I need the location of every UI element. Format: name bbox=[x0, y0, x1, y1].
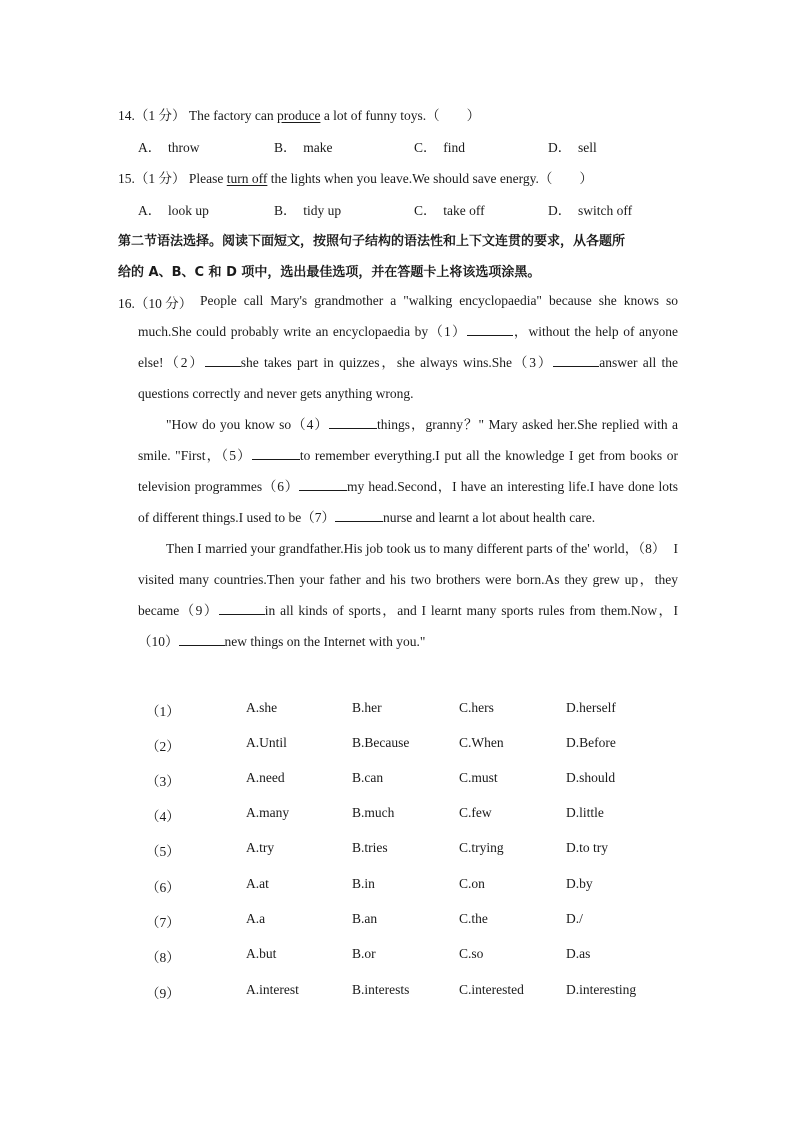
row-number: （3） bbox=[146, 774, 180, 789]
passage-paragraph-3: Then I married your grandfather.His job took us to many different parts of the' world，（8） I visited many countries.Then your father and his two brothers were born.As they grew up，they became（9） in all kinds of sports，and I learnt many sports rules from them.Now，I（10） new things on the Internet with you." bbox=[138, 541, 678, 649]
blank-7[interactable] bbox=[335, 509, 383, 522]
choice-c[interactable]: C.so bbox=[459, 946, 484, 961]
row-number: （9） bbox=[146, 986, 180, 1001]
question-number: 14. bbox=[118, 108, 135, 123]
underlined-phrase: turn off bbox=[226, 171, 268, 186]
blank-5[interactable] bbox=[252, 447, 300, 460]
choice-d[interactable]: D.to try bbox=[566, 840, 608, 855]
choice-b[interactable]: B.interests bbox=[352, 982, 410, 997]
blank-1[interactable] bbox=[467, 323, 513, 336]
choice-a[interactable]: A.need bbox=[246, 770, 285, 785]
passage-paragraph-2: "How do you know so（4） things，granny？" Mary asked her.She replied with a smile. "First，（5） to remember everything.I put all the knowledge I get from books or television programmes（6） my head.Second，I have an interesting life.I have done lots of different things.I used to be（7） nurse and learnt a lot about health care. bbox=[138, 417, 679, 525]
choice-b[interactable]: B.an bbox=[352, 911, 378, 926]
choice-d[interactable]: D.by bbox=[566, 876, 593, 891]
row-number: （2） bbox=[146, 739, 180, 754]
choice-c[interactable]: C.interested bbox=[459, 982, 524, 997]
blank-4[interactable] bbox=[329, 416, 377, 429]
question-number: 15. bbox=[118, 171, 135, 186]
choice-a[interactable]: A.a bbox=[246, 911, 266, 926]
blank-10[interactable] bbox=[179, 633, 225, 646]
passage bbox=[138, 285, 678, 657]
row-number: （6） bbox=[146, 880, 180, 895]
question-15-stem bbox=[118, 167, 593, 187]
blank-6[interactable] bbox=[299, 478, 347, 491]
choice-c[interactable]: C.trying bbox=[459, 840, 504, 855]
choice-b[interactable]: B.her bbox=[352, 700, 382, 715]
stem-text: a lot of funny toys.（ ） bbox=[320, 108, 481, 123]
choice-c[interactable]: C.on bbox=[459, 876, 485, 891]
choice-c[interactable]: C.When bbox=[459, 735, 504, 750]
row-number: （4） bbox=[146, 809, 180, 824]
choice-b[interactable]: B.Because bbox=[352, 735, 410, 750]
choice-a[interactable]: A.try bbox=[246, 840, 275, 855]
question-14-stem bbox=[118, 104, 480, 124]
choice-d[interactable]: D.interesting bbox=[566, 982, 637, 997]
blank-2[interactable] bbox=[205, 354, 241, 367]
underlined-word: produce bbox=[276, 108, 321, 123]
choice-c[interactable]: C.few bbox=[459, 805, 492, 820]
choice-b[interactable]: B.can bbox=[352, 770, 384, 785]
section-heading-line-1: 第二节语法选择。阅读下面短文，按照句子结构的语法性和上下文连贯的要求，从各题所 bbox=[118, 234, 626, 249]
choice-a[interactable]: A.Until bbox=[246, 735, 287, 750]
choice-d[interactable]: D.should bbox=[566, 770, 616, 785]
choice-a[interactable]: A.interest bbox=[246, 982, 299, 997]
question-score: （10 分） bbox=[134, 296, 193, 311]
option-d[interactable]: D． switch off bbox=[548, 203, 633, 218]
row-number: （1） bbox=[146, 704, 180, 719]
option-b[interactable]: B． tidy up bbox=[274, 203, 342, 218]
question-score: （1 分） bbox=[134, 171, 186, 186]
choice-c[interactable]: C.must bbox=[459, 770, 498, 785]
choice-d[interactable]: D.little bbox=[566, 805, 604, 820]
choice-d[interactable]: D.herself bbox=[566, 700, 616, 715]
row-number: （8） bbox=[146, 950, 180, 965]
choice-c[interactable]: C.the bbox=[459, 911, 488, 926]
blank-8[interactable] bbox=[666, 541, 674, 553]
section-heading-line-2: 给的 A、B、C 和 D 项中，选出最佳选项，并在答题卡上将该选项涂黑。 bbox=[118, 265, 541, 280]
choice-d[interactable]: D.as bbox=[566, 946, 591, 961]
stem-text: the lights when you leave.We should save energy.（ ） bbox=[267, 171, 593, 186]
stem-text: The factory can bbox=[188, 108, 277, 123]
stem-text: Please bbox=[188, 171, 227, 186]
row-number: （7） bbox=[146, 915, 180, 930]
blank-9[interactable] bbox=[219, 602, 265, 615]
passage-paragraph-1: People call Mary's grandmother a "walking encyclopaedia" because she knows so much.She could probably write an encyclopaedia by（1） ，without the help of anyone else!（2） she takes part in quizzes，she always wins.She（3） answer all the questions correctly and never gets anything wrong. bbox=[138, 293, 679, 401]
question-score: （1 分） bbox=[134, 108, 186, 123]
blank-3[interactable] bbox=[553, 354, 599, 367]
row-number: （5） bbox=[146, 844, 180, 859]
choice-c[interactable]: C.hers bbox=[459, 700, 494, 715]
choice-b[interactable]: B.in bbox=[352, 876, 375, 891]
question-number: 16. bbox=[118, 296, 135, 311]
choice-b[interactable]: B.much bbox=[352, 805, 395, 820]
choice-a[interactable]: A.but bbox=[246, 946, 277, 961]
choice-d[interactable]: D.Before bbox=[566, 735, 616, 750]
option-b[interactable]: B． make bbox=[274, 140, 333, 155]
choice-a[interactable]: A.many bbox=[246, 805, 290, 820]
option-c[interactable]: C． find bbox=[414, 140, 466, 155]
choice-a[interactable]: A.at bbox=[246, 876, 269, 891]
choice-a[interactable]: A.she bbox=[246, 700, 278, 715]
choice-b[interactable]: B.tries bbox=[352, 840, 388, 855]
option-a[interactable]: A． look up bbox=[138, 203, 209, 218]
option-a[interactable]: A． throw bbox=[138, 140, 200, 155]
option-d[interactable]: D． sell bbox=[548, 140, 597, 155]
choice-d[interactable]: D./ bbox=[566, 911, 583, 926]
choice-b[interactable]: B.or bbox=[352, 946, 376, 961]
option-c[interactable]: C． take off bbox=[414, 203, 485, 218]
